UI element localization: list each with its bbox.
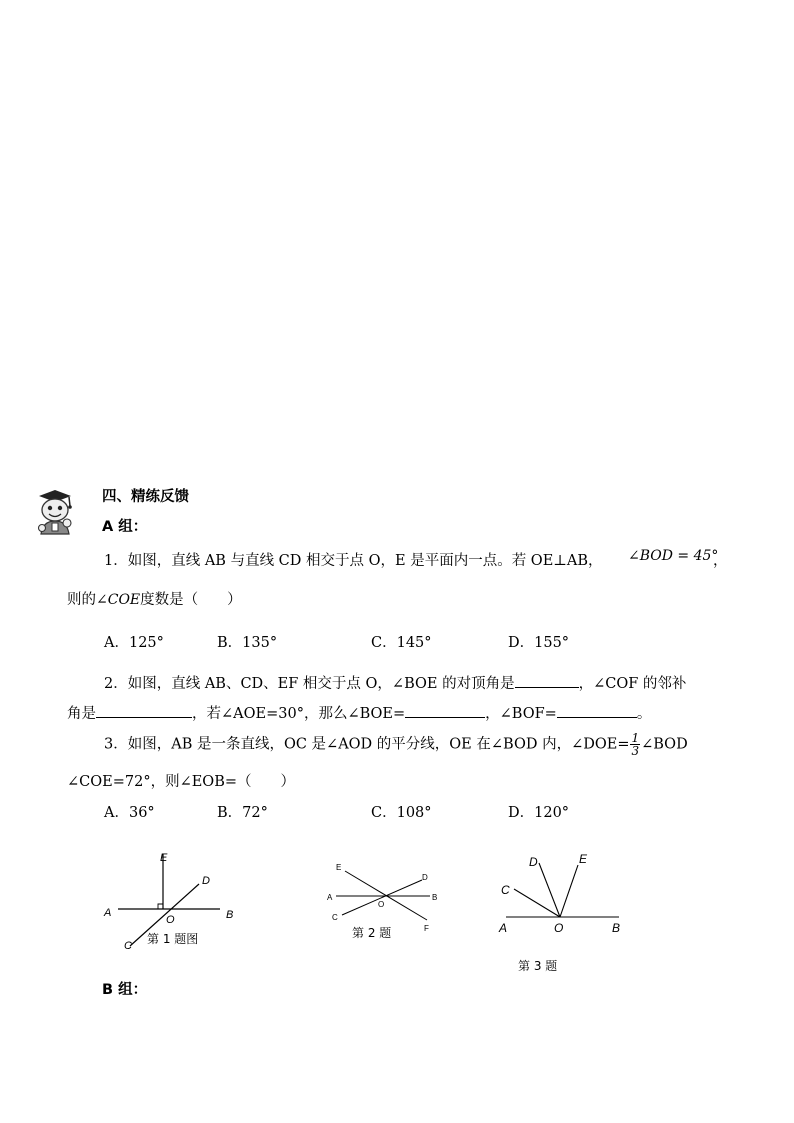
figure-3 — [496, 850, 631, 940]
group-b-label: B 组： — [102, 982, 148, 998]
group-a-label: A 组： — [102, 519, 148, 535]
figure-3-label-o: O — [554, 921, 564, 935]
answer-blank-3[interactable] — [405, 703, 485, 718]
question-3-option-a: A．36° — [104, 805, 155, 821]
question-3-text-b: ∠BOD — [641, 736, 688, 753]
figure-3-label-e: E — [579, 852, 588, 866]
question-2-text-c: 角是 — [67, 706, 96, 722]
figure-1-label-b: B — [226, 909, 234, 921]
question-3-option-b: B．72° — [217, 805, 268, 821]
figure-2-label-e: E — [336, 863, 342, 872]
figure-3-caption: 第 3 题 — [518, 959, 558, 973]
question-2-line-2 — [67, 703, 651, 724]
answer-blank-1[interactable] — [515, 673, 579, 688]
question-1-option-d: D．155° — [508, 635, 570, 651]
question-3-line-1 — [104, 732, 688, 757]
question-1-option-b: B．135° — [217, 635, 278, 651]
figure-2-label-f: F — [424, 924, 429, 933]
figure-2-label-a: A — [327, 893, 333, 902]
question-3-line-2: ∠COE=72°，则∠EOB=（ ） — [67, 774, 295, 790]
figure-3-label-b: B — [612, 921, 621, 935]
question-3-text-a: 3．如图，AB 是一条直线，OC 是∠AOD 的平分线，OE 在∠BOD 内，∠DOE= — [104, 736, 630, 753]
figure-1-label-a: A — [104, 907, 112, 919]
figure-2-label-c: C — [332, 913, 338, 922]
figure-3-label-d: D — [529, 855, 538, 869]
figure-1-label-e: E — [160, 852, 168, 864]
section-title: 四、精练反馈 — [102, 489, 189, 505]
question-2-text-e: ，∠BOF= — [485, 706, 557, 722]
question-1-text: 1．如图，直线 AB 与直线 CD 相交于点 O，E 是平面内一点。若 OE⊥AB， — [104, 553, 603, 569]
question-1-option-c: C．145° — [371, 635, 432, 651]
fraction-one-third — [630, 732, 640, 757]
question-1-option-a: A．125° — [104, 635, 164, 651]
question-1-prefix: 则的 — [67, 592, 96, 608]
fraction-numerator: 1 — [631, 731, 640, 745]
fraction-denominator: 3 — [631, 744, 640, 758]
answer-blank-2[interactable] — [96, 703, 192, 718]
angle-bod-formula: ∠BOD = 45° — [628, 548, 719, 564]
figure-2-label-o: O — [378, 900, 385, 909]
figure-1-label-d: D — [202, 875, 210, 887]
teacher-mascot-icon — [33, 488, 77, 538]
figure-1-caption: 第 1 题图 — [147, 932, 199, 946]
figure-3-label-c: C — [501, 883, 510, 897]
answer-blank-4[interactable] — [557, 703, 637, 718]
question-2-line-1 — [104, 673, 686, 694]
figure-3-diagram — [496, 850, 631, 940]
question-2-text-f: 。 — [636, 706, 652, 722]
figure-1-label-o: O — [166, 914, 175, 926]
figure-1-label-c: C — [124, 940, 132, 950]
figure-3-label-a: A — [499, 921, 508, 935]
question-2-text-b: ，∠COF 的邻补 — [578, 676, 687, 692]
figure-2-label-d: D — [422, 873, 428, 882]
question-2-text-d: ，若∠AOE=30°，那么∠BOE= — [192, 706, 406, 722]
question-3-option-d: D．120° — [508, 805, 570, 821]
question-1-suffix: 度数是（ ） — [140, 592, 242, 608]
question-1-comma: ， — [713, 553, 728, 569]
figure-2-label-b: B — [432, 893, 438, 902]
angle-coe-formula: ∠COE — [96, 592, 141, 608]
question-1-line-2 — [67, 590, 242, 610]
figure-2-caption: 第 2 题 — [352, 926, 392, 940]
question-2-text-a: 2．如图，直线 AB、CD、EF 相交于点 O，∠BOE 的对顶角是 — [104, 676, 515, 692]
question-3-option-c: C．108° — [371, 805, 432, 821]
question-1-line-1 — [104, 551, 603, 571]
